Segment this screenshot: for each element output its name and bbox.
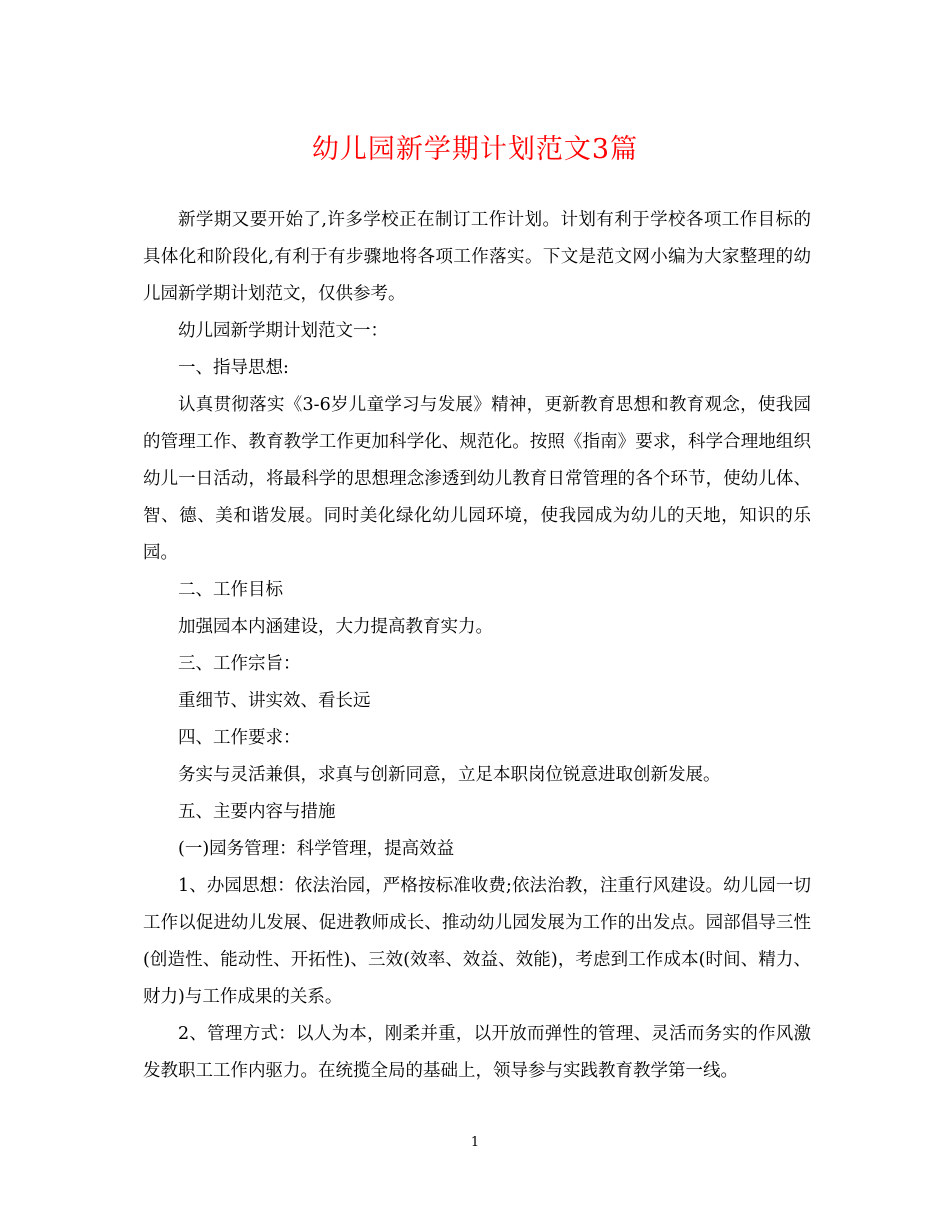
paragraph-work-goals: 加强园本内涵建设，大力提高教育实力。 [178,617,493,637]
subsection-heading-management: (一)园务管理：科学管理，提高效益 [178,839,455,859]
section-heading-guiding-ideology: 一、指导思想: [178,358,289,378]
paragraph-management-method: 2、管理方式：以人为本，刚柔并重，以开放而弹性的管理、灵活而务实的作风激发教职工工作内驱力。在统揽全局的基础上，领导参与实践教育教学第一线。 [143,1024,811,1081]
section-heading-work-requirements: 四、工作要求： [178,728,301,748]
document-title: 幼儿园新学期计划范文3篇 [311,134,639,165]
paragraph-sample-heading: 幼儿园新学期计划范文一： [178,321,388,341]
section-heading-work-tenet: 三、工作宗旨： [178,654,301,674]
page-number: 1 [470,1135,480,1150]
paragraph-guiding-ideology: 认真贯彻落实《3-6岁儿童学习与发展》精神，更新教育思想和教育观念，使我园的管理工作、教育教学工作更加科学化、规范化。按照《指南》要求，科学合理地组织幼儿一日活动，将最科学的思想理念渗透到幼儿教育日常管理的各个环节，使幼儿体、智、德、美和谐发展。同时美化绿化幼儿园环境，使我园成为幼儿的天地，知识的乐园。 [143,395,811,563]
paragraph-intro: 新学期又要开始了,许多学校正在制订工作计划。计划有利于学校各项工作目标的具体化和阶段化,有利于有步骤地将各项工作落实。下文是范文网小编为大家整理的幼儿园新学期计划范文，仅供参考。 [143,210,811,304]
section-heading-main-content: 五、主要内容与措施 [178,802,336,822]
paragraph-school-philosophy: 1、办园思想：依法治园，严格按标准收费;依法治教，注重行风建设。幼儿园一切工作以促进幼儿发展、促进教师成长、推动幼儿园发展为工作的出发点。园部倡导三性(创造性、能动性、开拓性)、三效(效率、效益、效能)，考虑到工作成本(时间、精力、财力)与工作成果的关系。 [143,876,811,1007]
section-heading-work-goals: 二、工作目标 [178,580,283,600]
document-body [143,202,811,1090]
paragraph-work-requirements: 务实与灵活兼俱，求真与创新同意，立足本职岗位锐意进取创新发展。 [178,765,721,785]
paragraph-work-tenet: 重细节、讲实效、看长远 [178,691,371,711]
